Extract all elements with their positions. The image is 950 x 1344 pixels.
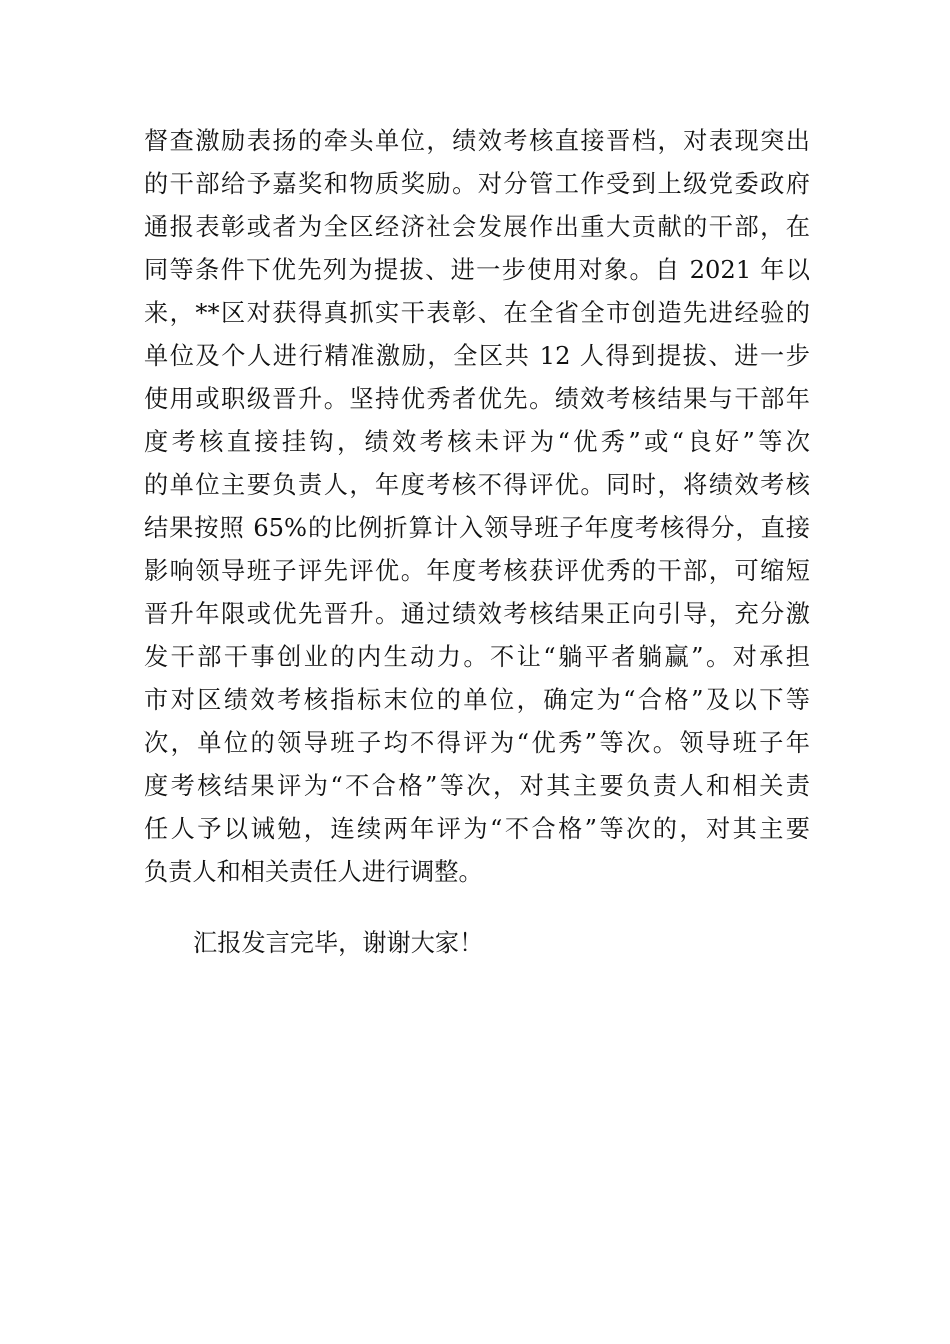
text-line: 单位及个人进行精准激励，全区共 12 人得到提拔、进一步 (144, 342, 810, 370)
text-line: 督查激励表扬的牵头单位，绩效考核直接晋档，对表现突出 (144, 127, 810, 155)
text-line: 度考核结果评为“不合格”等次，对其主要负责人和相关责 (144, 772, 810, 800)
body-paragraph (144, 120, 810, 894)
text-line: 通报表彰或者为全区经济社会发展作出重大贡献的干部，在 (144, 213, 810, 241)
text-line: 同等条件下优先列为提拔、进一步使用对象。自 2021 年以 (144, 256, 810, 284)
closing-remark: 汇报发言完毕，谢谢大家！ (193, 929, 484, 957)
text-line: 的干部给予嘉奖和物质奖励。对分管工作受到上级党委政府 (144, 170, 810, 198)
text-line: 使用或职级晋升。坚持优秀者优先。绩效考核结果与干部年 (144, 385, 810, 413)
text-line: 负责人和相关责任人进行调整。 (144, 858, 483, 886)
text-line: 发干部干事创业的内生动力。不让“躺平者躺赢”。对承担 (144, 643, 810, 671)
text-line: 市对区绩效考核指标末位的单位，确定为“合格”及以下等 (144, 686, 810, 714)
text-line: 的单位主要负责人，年度考核不得评优。同时，将绩效考核 (144, 471, 810, 499)
text-line: 次，单位的领导班子均不得评为“优秀”等次。领导班子年 (144, 729, 810, 757)
text-line: 晋升年限或优先晋升。通过绩效考核结果正向引导，充分激 (144, 600, 810, 628)
text-line: 任人予以诫勉，连续两年评为“不合格”等次的，对其主要 (144, 815, 810, 843)
text-line: 结果按照 65%的比例折算计入领导班子年度考核得分，直接 (144, 514, 810, 542)
text-line: 度考核直接挂钩，绩效考核未评为“优秀”或“良好”等次 (144, 428, 810, 456)
text-line: 来，**区对获得真抓实干表彰、在全省全市创造先进经验的 (144, 299, 810, 327)
text-line: 影响领导班子评先评优。年度考核获评优秀的干部，可缩短 (144, 557, 810, 585)
